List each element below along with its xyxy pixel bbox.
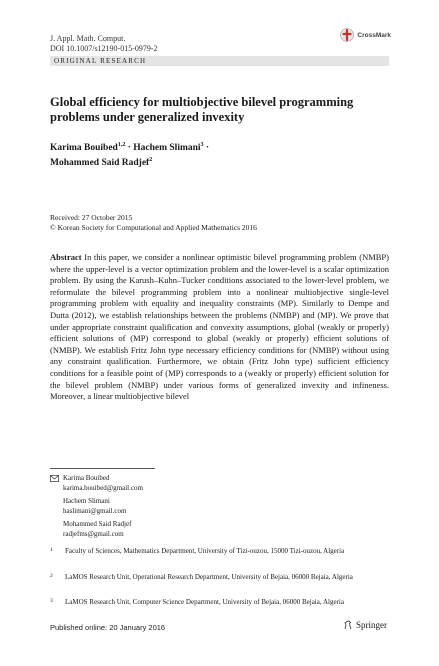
affiliation xyxy=(50,573,389,582)
author-affiliation-ref: 1,2 xyxy=(117,142,126,148)
contact-email[interactable]: karima.bouibed@gmail.com xyxy=(63,483,143,492)
affiliation xyxy=(50,547,389,556)
contact-email[interactable]: radjefms@gmail.com xyxy=(63,529,124,538)
crossmark-label: CrossMark xyxy=(357,31,391,39)
author-affiliation-ref: 3 xyxy=(200,142,204,148)
springer-horse-icon xyxy=(343,620,353,630)
author-name[interactable]: Mohammed Said Radjef xyxy=(50,158,150,169)
affiliation-number: 2 xyxy=(50,573,53,579)
received-date: Received: 27 October 2015 xyxy=(50,213,133,222)
footnote-divider xyxy=(50,468,155,469)
affiliation xyxy=(50,598,389,607)
journal-name: J. Appl. Math. Comput. xyxy=(50,34,126,43)
author-name[interactable]: Hachem Slimani xyxy=(133,143,201,154)
crossmark-badge[interactable] xyxy=(340,28,391,42)
affiliation-text: LaMOS Research Unit, Computer Science Department, University of Bejaia, 06000 Bejaia, Algeria xyxy=(65,598,344,606)
crossmark-icon xyxy=(340,28,354,42)
doi-link[interactable]: DOI 10.1007/s12190-015-0979-2 xyxy=(50,44,158,53)
springer-logo xyxy=(343,620,387,630)
abstract xyxy=(50,252,389,403)
publisher-name: Springer xyxy=(356,620,387,630)
contact-email[interactable]: haslimani@gmail.com xyxy=(63,506,127,515)
affiliation-text: Faculty of Sciences, Mathematics Department, University of Tizi-ouzou, 15000 Tizi-ouzou, Algeria xyxy=(65,547,345,555)
contact-name: Mohammed Said Radjef xyxy=(63,520,132,528)
contact-name: Karima Bouibed xyxy=(63,474,110,482)
author-name[interactable]: Karima Bouibed xyxy=(50,143,118,154)
abstract-label: Abstract xyxy=(50,252,82,262)
section-label: ORIGINAL RESEARCH xyxy=(50,56,389,66)
contact-entry xyxy=(63,474,390,493)
affiliation-number: 3 xyxy=(50,598,53,604)
published-online-date: Published online: 20 January 2016 xyxy=(50,623,166,632)
contact-name: Hachem Slimani xyxy=(63,497,110,505)
author-affiliation-ref: 2 xyxy=(149,157,153,164)
affiliation-number: 1 xyxy=(50,547,53,553)
journal-header xyxy=(50,34,158,54)
author-list xyxy=(50,139,380,169)
contact-entry xyxy=(63,520,390,539)
envelope-icon xyxy=(50,475,59,482)
article-title: Global efficiency for multiobjective bilevel programming problems under generalized invexity xyxy=(50,95,354,124)
affiliation-text: LaMOS Research Unit, Operational Research Department, University of Bejaia, 06000 Bejaia, Algeria xyxy=(65,573,353,581)
corresponding-contacts xyxy=(50,474,390,543)
author-separator: · xyxy=(205,143,210,154)
abstract-text: In this paper, we consider a nonlinear optimistic bilevel programming problem (NMBP) where the upper-level is a vector optimization problem and the lower-level is a scalar optimization problem. By using the Karush–Kuhn–Tucker conditions associated to the lower-level problem, we reformulate the bilevel programming problem into a nonlinear multiobjective single-level programming problem with equality and inequality constraints (MP). Similarly to Dempe and Dutta (2012), we establish relationships between the problems (NMBP) and (MP). We prove that under appropriate constraint qualification and convexity assumptions, global (weakly or properly) efficient solutions of (MP) correspond to global (weakly or properly) efficient solutions of (NMBP). We establish Fritz John type necessary efficiency conditions for (NMBP) without using any constraint qualification. Furthermore, we obtain (Fritz John type) sufficient efficiency conditions for a feasible point of (MP) corresponds to a (weakly or properly) efficient solution for the bilevel problem (NMBP) under various forms of generalized invexity and infineness. Moreover, a linear multiobjective bilevel xyxy=(50,252,389,402)
author-separator: · xyxy=(127,143,134,154)
contact-entry xyxy=(63,497,390,516)
article-dates xyxy=(50,213,257,233)
copyright-notice: © Korean Society for Computational and Applied Mathematics 2016 xyxy=(50,223,257,232)
